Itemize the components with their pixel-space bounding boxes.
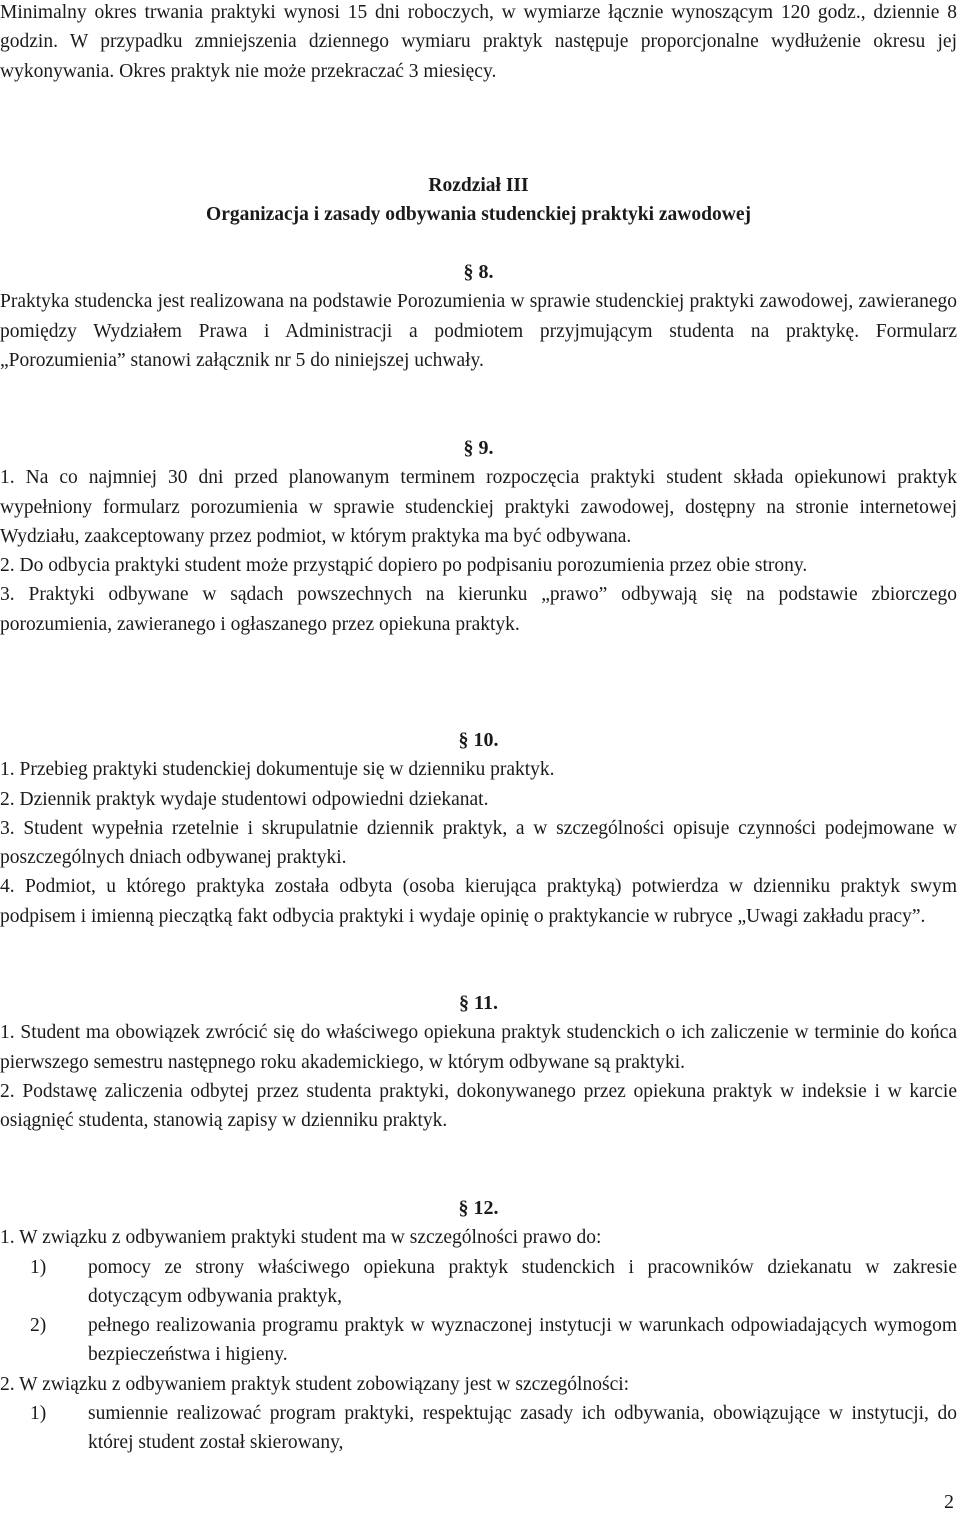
page-number: 2: [944, 1491, 954, 1513]
sub-item-text: pomocy ze strony właściwego opiekuna praktyk studenckich i pracowników dziekanatu w zakresie dotyczącym odbywania praktyk,: [88, 1256, 957, 1307]
list-item: 2. W związku z odbywaniem praktyk student zobowiązany jest w szczególności:: [0, 1373, 630, 1395]
list-item: 4. Podmiot, u którego praktyka została odbyta (osoba kierująca praktyką) potwierdza w dzienniku praktyk swym podpisem i imienną pieczątką fakt odbycia praktyki i wydaje opinię o praktykancie w rubryce „Uwagi zakładu pracy”.: [0, 876, 957, 927]
section-heading: § 8.: [463, 261, 494, 283]
sub-item-text: pełnego realizowania programu praktyk w wyznaczonej instytucji w warunkach odpowiadających wymogom bezpieczeństwa i higieny.: [88, 1315, 957, 1366]
sub-item-label: 2): [30, 1315, 47, 1337]
section-10: [0, 726, 957, 931]
sub-list-item: [0, 1399, 957, 1458]
section-12: [0, 1194, 957, 1458]
section-heading: § 12.: [458, 1197, 499, 1219]
section-heading: § 10.: [458, 729, 499, 751]
sub-item-label: 1): [30, 1403, 47, 1425]
list-item: 3. Praktyki odbywane w sądach powszechnych na kierunku „prawo” odbywają się na podstawie zbiorczego porozumienia, zawieranego i ogłaszanego przez opiekuna praktyk.: [0, 584, 957, 635]
section-11: [0, 989, 957, 1135]
section-heading: § 9.: [463, 437, 494, 459]
section-9: [0, 434, 957, 639]
list-item: 1. Na co najmniej 30 dni przed planowanym terminem rozpoczęcia praktyki student składa opiekunowi praktyk wypełniony formularz porozumienia w sprawie studenckiej praktyki zawodowej, dostępny na stronie internetowej Wydziału, zaakceptowany przez podmiot, w którym praktyka ma być odbywana.: [0, 467, 957, 547]
list-item: 1. Przebieg praktyki studenckiej dokumentuje się w dzienniku praktyk.: [0, 759, 555, 781]
chapter-title: Organizacja i zasady odbywania studenckiej praktyki zawodowej: [206, 204, 751, 226]
list-item: 1. W związku z odbywaniem praktyki student ma w szczególności prawo do:: [0, 1227, 602, 1249]
list-item: 2. Dziennik praktyk wydaje studentowi odpowiedni dziekanat.: [0, 788, 489, 810]
list-item: 2. Do odbycia praktyki student może przystąpić dopiero po podpisaniu porozumienia przez obie strony.: [0, 555, 808, 577]
list-item: 3. Student wypełnia rzetelnie i skrupulatnie dziennik praktyk, a w szczególności opisuje czynności podejmowane w poszczególnych dniach odbywanej praktyki.: [0, 817, 957, 869]
section-heading: § 11.: [459, 992, 498, 1014]
sub-item-label: 1): [30, 1256, 47, 1278]
sub-list-item: [0, 1311, 957, 1370]
chapter-heading: [0, 171, 957, 230]
list-item: 2. Podstawę zaliczenia odbytej przez studenta praktyki, dokonywanego przez opiekuna praktyk w indeksie i w karcie osiągnięć studenta, stanowią zapisy w dzienniku praktyk.: [0, 1080, 957, 1132]
intro-text: Minimalny okres trwania praktyki wynosi 15 dni roboczych, w wymiarze łącznie wynoszącym 120 godz., dziennie 8 godzin. W przypadku zmniejszenia dziennego wymiaru praktyk następuje proporcjonalne wydłużenie okresu jej wykonywania. Okres praktyk nie może przekraczać 3 miesięcy.: [0, 2, 957, 82]
sub-list-item: [0, 1253, 957, 1312]
section-text: Praktyka studencka jest realizowana na podstawie Porozumienia w sprawie studenckiej praktyki zawodowej, zawieranego pomiędzy Wydziałem Prawa i Administracji a podmiotem przyjmującym studenta na praktykę. Formularz „Porozumienia” stanowi załącznik nr 5 do niniejszej uchwały.: [0, 291, 957, 371]
list-item: 1. Student ma obowiązek zwrócić się do właściwego opiekuna praktyk studenckich o ich zaliczenie w terminie do końca pierwszego semestru następnego roku akademickiego, w którym odbywane są praktyki.: [0, 1022, 957, 1073]
section-8: [0, 258, 957, 375]
intro-paragraph: [0, 0, 957, 86]
chapter-number: Rozdział III: [428, 175, 529, 196]
sub-item-text: sumiennie realizować program praktyki, respektując zasady ich odbywania, obowiązujące w instytucji, do której student został skierowany,: [88, 1403, 957, 1454]
